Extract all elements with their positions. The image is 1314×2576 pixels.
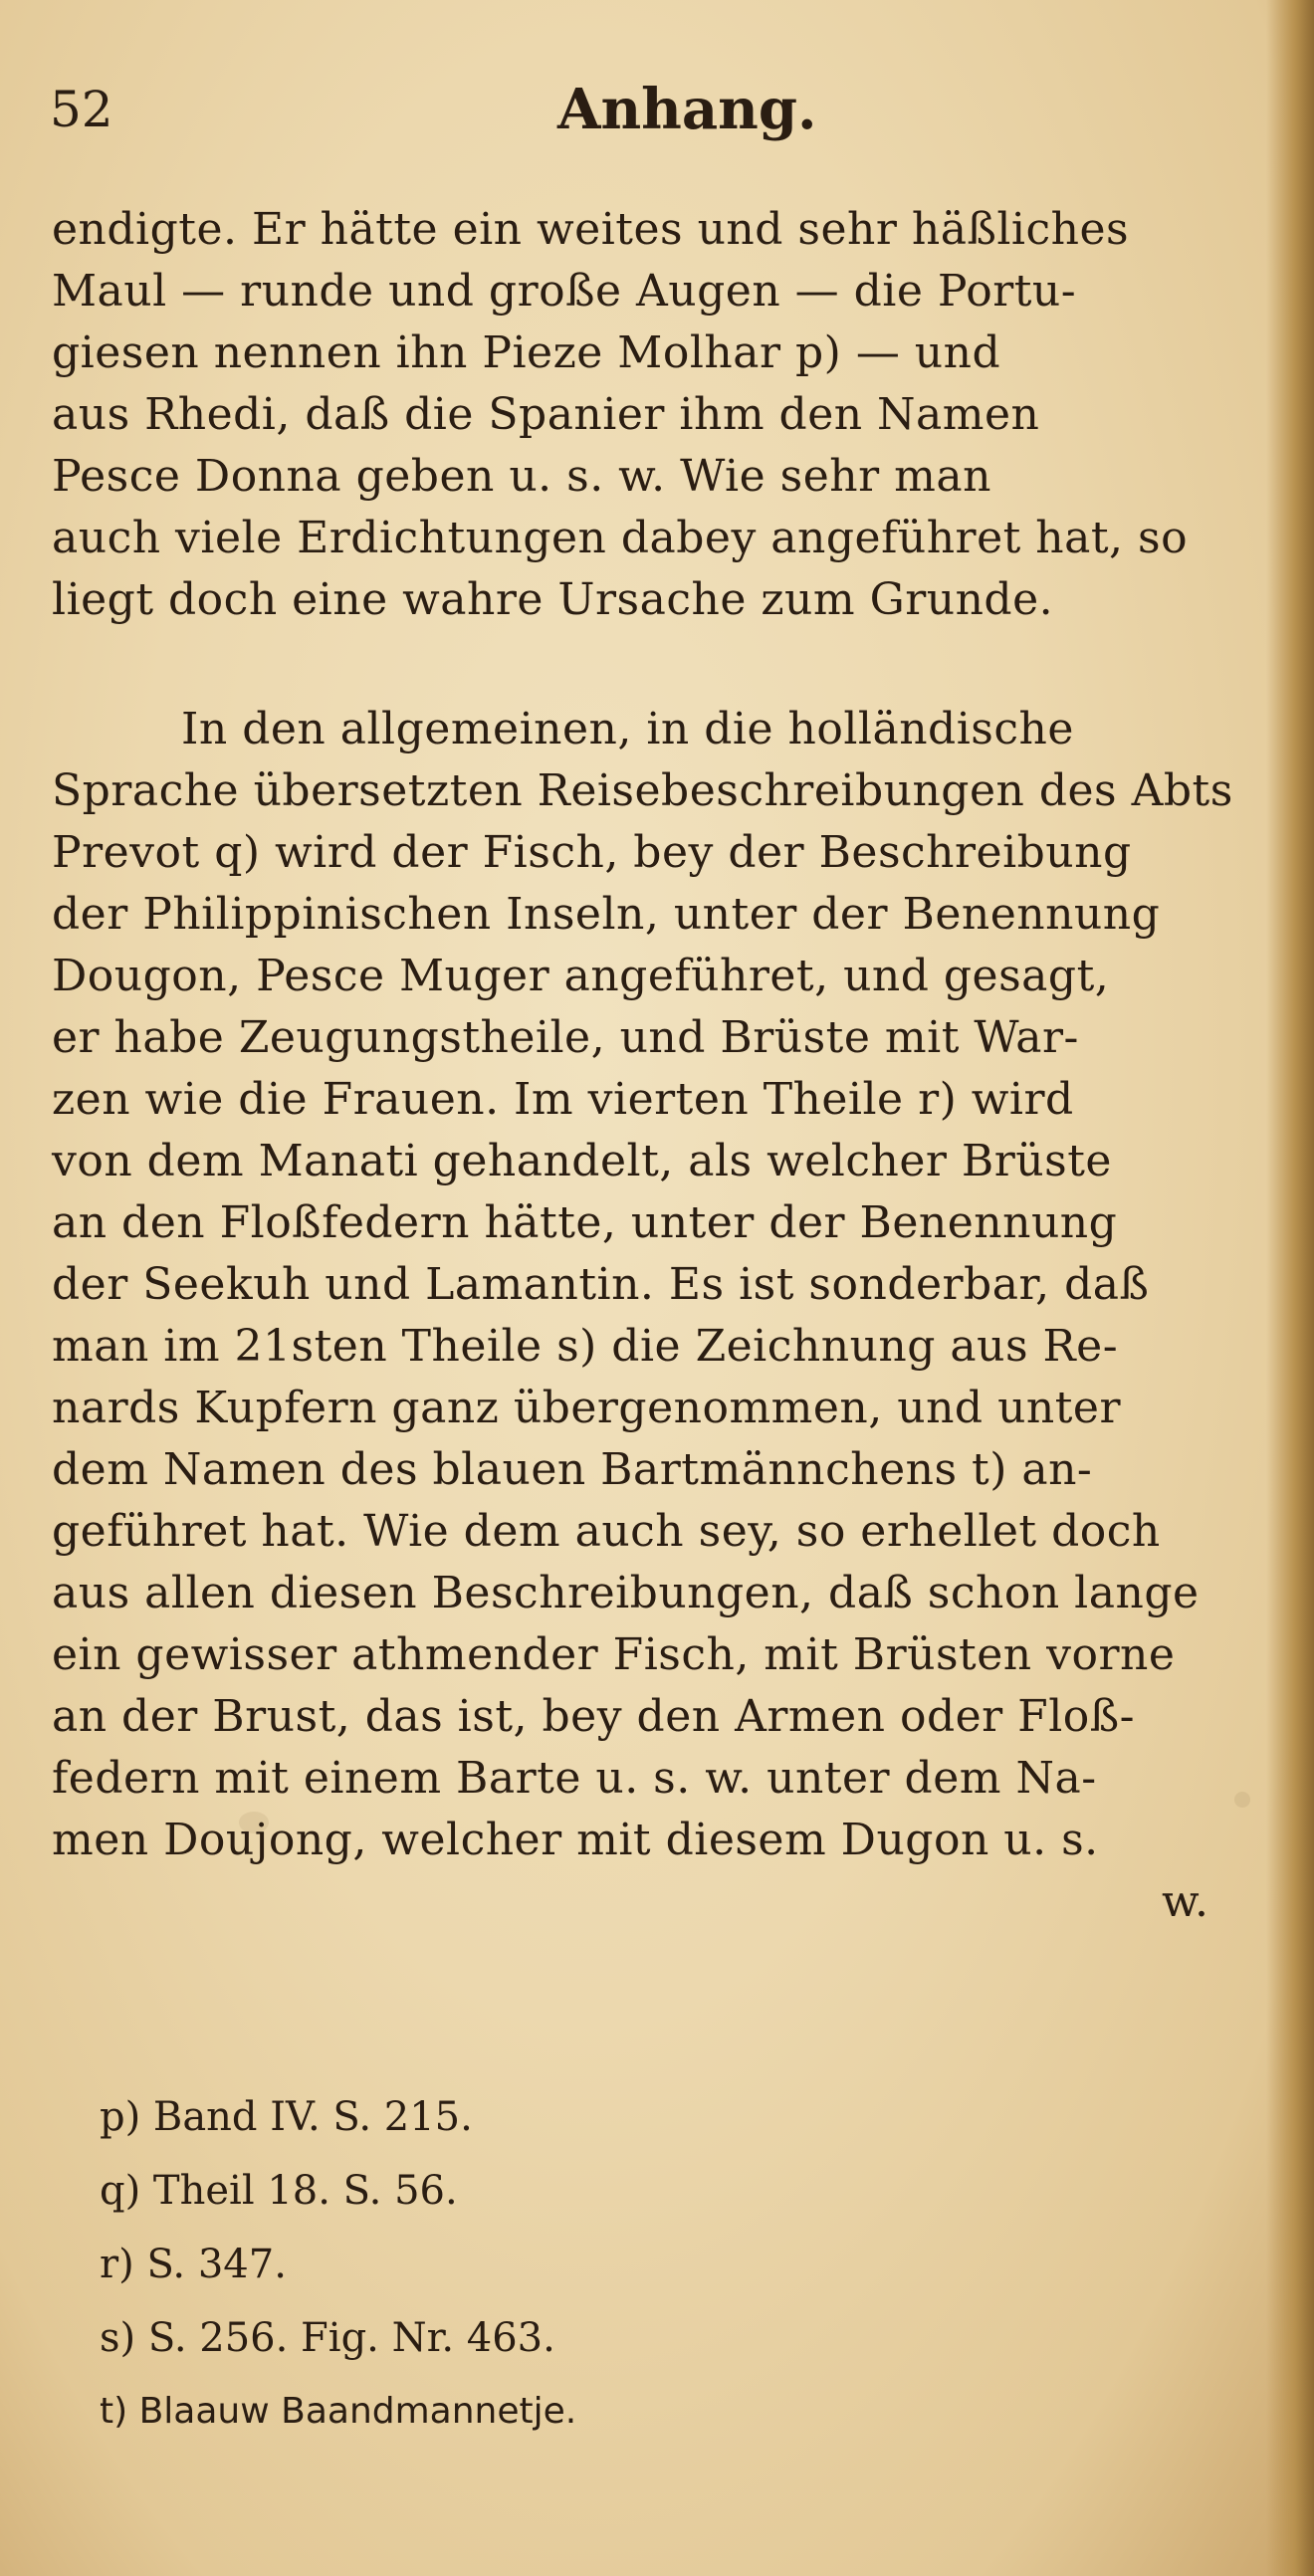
text-line: zen wie die Frauen. Im vierten Theile r) wird [52,1074,1074,1125]
text-line: Dougon, Pesce Muger angeführet, und gesagt, [52,951,1110,1001]
text-line: nards Kupfern ganz übergenommen, und unter [52,1383,1121,1433]
text-line: ein gewisser athmender Fisch, mit Brüsten vorne [52,1629,1176,1680]
text-line: an der Brust, das ist, bey den Armen oder Floß- [52,1691,1136,1742]
text-line: der Philippinischen Inseln, unter der Benennung [52,889,1161,940]
text-line: men Doujong, welcher mit diesem Dugon u. s. [52,1815,1099,1865]
footnotes [100,2080,995,2449]
footnote: p) Band IV. S. 215. [100,2094,473,2140]
page-edge-shadow [1266,0,1314,2576]
page-header [50,70,1224,149]
body-text [52,199,1233,1933]
text-line: Pesce Donna geben u. s. w. Wie sehr man [52,451,991,502]
text-line: an den Floßfedern hätte, unter der Benennung [52,1197,1118,1248]
text-line: giesen nennen ihn Pieze Molhar p) — und [52,327,1001,378]
text-line: auch viele Erdichtungen dabey angeführet hat, so [52,513,1189,563]
text-line: geführet hat. Wie dem auch sey, so erhellet doch [52,1506,1161,1557]
footnote: r) S. 347. [100,2242,287,2287]
footnote: s) S. 256. Fig. Nr. 463. [100,2315,555,2361]
ink-spot [1234,1792,1250,1808]
page-number: 52 [50,81,113,138]
text-line: aus allen diesen Beschreibungen, daß schon lange [52,1568,1200,1618]
text-line: aus Rhedi, daß die Spanier ihm den Namen [52,389,1040,440]
paragraph-break [52,631,1226,699]
footnote: q) Theil 18. S. 56. [100,2168,458,2214]
text-line: von dem Manati gehandelt, als welcher Brüste [52,1136,1112,1186]
text-line: endigte. Er hätte ein weites und sehr häßliches [52,204,1130,255]
text-line: Sprache übersetzten Reisebeschreibungen des Abts [52,765,1233,816]
text-line: federn mit einem Barte u. s. w. unter dem Na- [52,1753,1097,1804]
text-line: er habe Zeugungstheile, und Brüste mit War- [52,1012,1079,1063]
text-line: dem Namen des blauen Bartmännchens t) an- [52,1444,1093,1495]
text-line: liegt doch eine wahre Ursache zum Grunde. [52,574,1054,625]
text-line: Prevot q) wird der Fisch, bey der Beschreibung [52,827,1132,878]
text-line: w. [1162,1876,1209,1927]
running-head: Anhang. [557,77,817,142]
text-line: der Seekuh und Lamantin. Es ist sonderbar, daß [52,1259,1150,1310]
text-line: Maul — runde und große Augen — die Portu- [52,266,1077,317]
text-line: In den allgemeinen, in die holländische [181,704,1074,754]
text-line: man im 21sten Theile s) die Zeichnung aus Re- [52,1321,1119,1372]
footnote: t) Blaauw Baandmannetje. [100,2391,577,2432]
